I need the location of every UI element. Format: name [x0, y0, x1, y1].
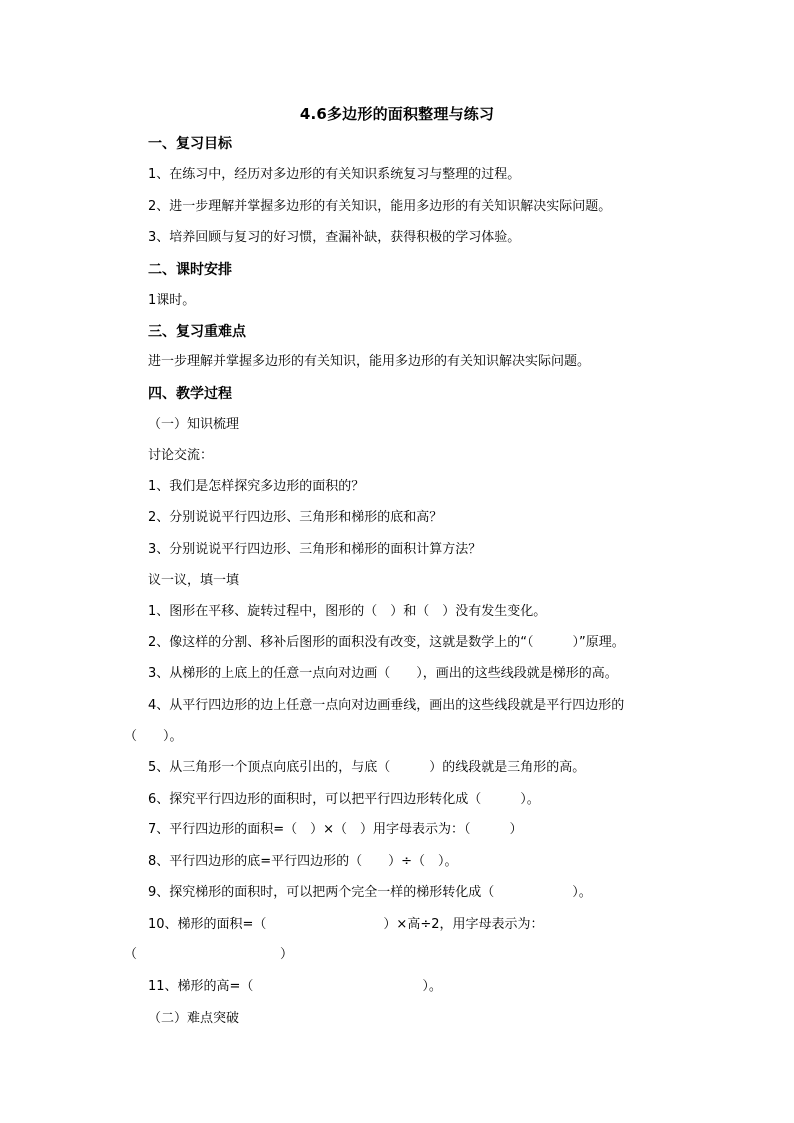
document-title: 4.6多边形的面积整理与练习 — [299, 105, 495, 123]
text-line: （ ） — [124, 947, 294, 962]
section-heading: 三、复习重难点 — [148, 324, 246, 340]
text-line: 1课时。 — [148, 293, 196, 308]
text-line: 11、梯形的高=（ ）。 — [148, 979, 442, 994]
text-line: 1、我们是怎样探究多边形的面积的？ — [148, 479, 365, 494]
text-line: 讨论交流： — [148, 448, 214, 463]
text-line: 1、在练习中，经历对多边形的有关知识系统复习与整理的过程。 — [148, 167, 521, 182]
text-line: 7、平行四边形的面积=（ ）×（ ）用字母表示为：（ ） — [148, 822, 523, 837]
text-line: 2、进一步理解并掌握多边形的有关知识，能用多边形的有关知识解决实际问题。 — [148, 199, 612, 214]
text-line: 2、分别说说平行四边形、三角形和梯形的底和高？ — [148, 510, 443, 525]
text-line: 议一议，填一填 — [148, 573, 240, 588]
text-line: 9、探究梯形的面积时，可以把两个完全一样的梯形转化成（ ）。 — [148, 885, 592, 900]
text-line: （一）知识梳理 — [148, 417, 240, 432]
text-line: 10、梯形的面积=（ ）×高÷2，用字母表示为： — [148, 917, 544, 932]
text-line: 5、从三角形一个顶点向底引出的，与底（ ）的线段就是三角形的高。 — [148, 760, 586, 775]
section-heading: 四、教学过程 — [148, 386, 232, 402]
text-line: 进一步理解并掌握多边形的有关知识，能用多边形的有关知识解决实际问题。 — [148, 354, 591, 369]
text-line: 3、从梯形的上底上的任意一点向对边画（ ），画出的这些线段就是梯形的高。 — [148, 666, 618, 681]
text-line: 2、像这样的分割、移补后图形的面积没有改变，这就是数学上的“（ ）”原理。 — [148, 635, 625, 650]
text-line: （二）难点突破 — [148, 1011, 240, 1026]
text-line: （ ）。 — [124, 729, 183, 744]
section-heading: 一、复习目标 — [148, 136, 232, 152]
section-heading: 二、课时安排 — [148, 262, 232, 278]
text-line: 6、探究平行四边形的面积时，可以把平行四边形转化成（ ）。 — [148, 792, 540, 807]
text-line: 3、分别说说平行四边形、三角形和梯形的面积计算方法？ — [148, 542, 482, 557]
text-line: 3、培养回顾与复习的好习惯，查漏补缺，获得积极的学习体验。 — [148, 230, 521, 245]
text-line: 1、图形在平移、旋转过程中，图形的（ ）和（ ）没有发生变化。 — [148, 604, 547, 619]
text-line: 8、平行四边形的底=平行四边形的（ ）÷（ ）。 — [148, 854, 458, 869]
text-line: 4、从平行四边形的边上任意一点向对边画垂线，画出的这些线段就是平行四边形的 — [148, 698, 625, 713]
